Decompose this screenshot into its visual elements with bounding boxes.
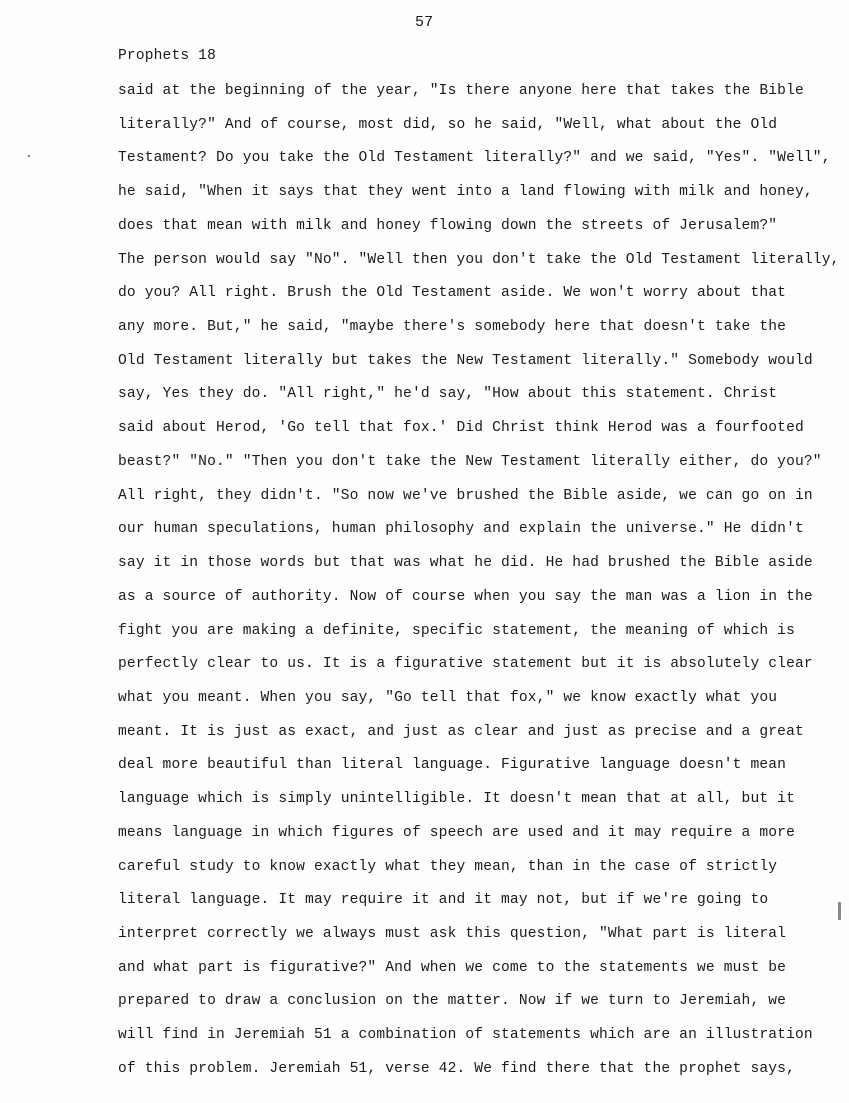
scan-speck <box>28 155 30 157</box>
text-line: The person would say "No". "Well then you don't take the Old Testament literally, <box>118 251 840 268</box>
text-line: meant. It is just as exact, and just as clear and just as precise and a great <box>118 723 804 740</box>
text-line: literally?" And of course, most did, so he said, "Well, what about the Old <box>118 116 778 133</box>
text-line: said about Herod, 'Go tell that fox.' Did Christ think Herod was a fourfooted <box>118 420 804 437</box>
text-line: do you? All right. Brush the Old Testament aside. We won't worry about that <box>118 285 787 302</box>
text-line: means language in which figures of speech are used and it may require a more <box>118 824 795 841</box>
running-head: Prophets 18 <box>118 48 216 64</box>
text-line: fight you are making a definite, specific statement, the meaning of which is <box>118 622 795 639</box>
text-line: language which is simply unintelligible. It doesn't mean that at all, but it <box>118 791 795 808</box>
text-line: any more. But," he said, "maybe there's somebody here that doesn't take the <box>118 319 787 336</box>
text-line: deal more beautiful than literal language. Figurative language doesn't mean <box>118 757 787 774</box>
text-line: said at the beginning of the year, "Is there anyone here that takes the Bible <box>118 83 804 99</box>
text-line: and what part is figurative?" And when we come to the statements we must be <box>118 959 787 976</box>
text-line: say, Yes they do. "All right," he'd say, "How about this statement. Christ <box>118 386 778 403</box>
page-number: 57 <box>415 14 434 31</box>
text-line: interpret correctly we always must ask this question, "What part is literal <box>118 925 787 942</box>
text-line: as a source of authority. Now of course when you say the man was a lion in the <box>118 588 813 605</box>
body-text <box>118 80 840 1092</box>
text-line: perfectly clear to us. It is a figurative statement but it is absolutely clear <box>118 656 813 673</box>
text-line: say it in those words but that was what he did. He had brushed the Bible aside <box>118 555 813 572</box>
text-line: All right, they didn't. "So now we've brushed the Bible aside, we can go on in <box>118 487 813 504</box>
text-line: of this problem. Jeremiah 51, verse 42. We find there that the prophet says, <box>118 1060 795 1077</box>
text-line: he said, "When it says that they went into a land flowing with milk and honey, <box>118 184 813 201</box>
text-line: what you meant. When you say, "Go tell that fox," we know exactly what you <box>118 689 778 706</box>
text-line: will find in Jeremiah 51 a combination of statements which are an illustration <box>118 1027 813 1044</box>
text-line: Testament? Do you take the Old Testament literally?" and we said, "Yes". "Well", <box>118 150 831 167</box>
text-line: does that mean with milk and honey flowing down the streets of Jerusalem?" <box>118 217 778 234</box>
text-line: prepared to draw a conclusion on the matter. Now if we turn to Jeremiah, we <box>118 993 787 1010</box>
text-line: beast?" "No." "Then you don't take the New Testament literally either, do you?" <box>118 453 822 470</box>
text-line: careful study to know exactly what they mean, than in the case of strictly <box>118 858 778 875</box>
text-line: Old Testament literally but takes the New Testament literally." Somebody would <box>118 352 813 369</box>
scan-edge-mark <box>838 902 841 920</box>
text-line: our human speculations, human philosophy and explain the universe." He didn't <box>118 521 804 538</box>
text-line: literal language. It may require it and it may not, but if we're going to <box>118 892 769 909</box>
